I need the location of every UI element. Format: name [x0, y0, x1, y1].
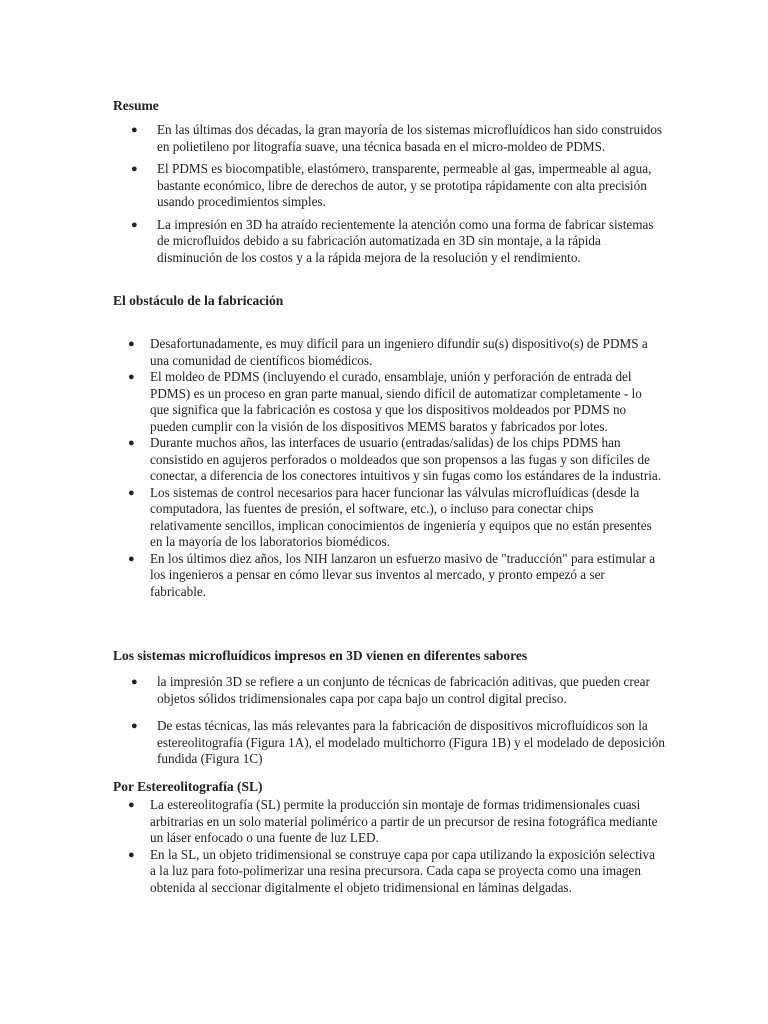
list-item: ● Desafortunadamente, es muy difícil para un ingeniero difundir su(s) dispositivo(s) de PDMS a una comunidad de científicos biomédicos. [128, 336, 648, 368]
list-item: ● En las últimas dos décadas, la gran mayoría de los sistemas microfluídicos han sido construidos en polietileno por litografía suave, una técnica basada en el micro-moldeo de PDMS. [131, 122, 663, 154]
section-heading-stereolithography: Por Estereolitografía (SL) [113, 779, 263, 794]
list-item: ● El PDMS es biocompatible, elastómero, transparente, permeable al gas, impermeable al agua, bastante económico, libre de derechos de autor, y se prototipa rápidamente con alta precisión usando procedimientos simples. [131, 161, 652, 209]
bullet-icon: ● [128, 338, 135, 350]
section-heading-fabrication-obstacle: El obstáculo de la fabricación [113, 293, 284, 308]
section-heading-3d-printed-flavors: Los sistemas microfluídicos impresos en 3D vienen en diferentes sabores [113, 648, 528, 663]
bullet-list-resume [131, 122, 667, 266]
list-item: ● En los últimos diez años, los NIH lanzaron un esfuerzo masivo de "traducción" para estimular a los ingenieros a pensar en cómo llevar sus inventos al mercado, y pronto empezó a ser fabricable. [128, 550, 656, 599]
bullet-icon: ● [131, 163, 138, 175]
bullet-list-stereolithography [128, 797, 662, 896]
list-item: ● De estas técnicas, las más relevantes para la fabricación de dispositivos microfluídicos son la estereolitografía (Figura 1A), el modelado multichorro (Figura 1B) y el modelado de deposición fundida (Figura 1C) [131, 718, 665, 766]
list-item: ● La impresión en 3D ha atraído recientemente la atención como una forma de fabricar sistemas de microfluidos debido a su fabricación automatizada en 3D sin montaje, a la rápida disminución de los costos y a la rápida mejora de la resolución y el rendimiento. [131, 216, 654, 265]
list-item: ● Durante muchos años, las interfaces de usuario (entradas/salidas) de los chips PDMS han consistido en agujeros perforados o moldeados que son propensos a las fugas y son difíciles de conectar, a diferencia de los conectores intuitivos y sin fugas como los estándares de la industria. [128, 435, 662, 483]
bullet-icon: ● [128, 437, 135, 449]
list-item: ● En la SL, un objeto tridimensional se construye capa por capa utilizando la exposición selectiva a la luz para foto-polimerizar una resina precursora. Cada capa se proyecta como una imagen obtenida al seccionar digitalmente el objeto tridimensional en láminas delgadas. [128, 846, 656, 895]
bullet-icon: ● [128, 848, 135, 861]
bullet-icon: ● [128, 799, 135, 811]
bullet-icon: ● [131, 720, 138, 732]
bullet-icon: ● [128, 371, 135, 383]
section-heading-resume: Resume [113, 98, 159, 113]
bullet-list-3d-printed-flavors [131, 674, 667, 768]
list-item: ● la impresión 3D se refiere a un conjunto de técnicas de fabricación aditivas, que pueden crear objetos sólidos tridimensionales capa por capa bajo un control digital preciso. [131, 674, 650, 706]
bullet-icon: ● [128, 486, 135, 499]
bullet-icon: ● [131, 124, 138, 136]
bullet-list-fabrication-obstacle [128, 336, 662, 600]
list-item: ● Los sistemas de control necesarios para hacer funcionar las válvulas microfluídicas (desde la computadora, las fuentes de presión, el software, etc.), o incluso para conectar chips relativamente sencillos, implican conocimientos de ingeniería y equipos que no están presentes en la mayoría de los laboratorios biomédicos. [128, 484, 652, 549]
bullet-icon: ● [128, 552, 135, 565]
bullet-icon: ● [131, 218, 138, 231]
bullet-icon: ● [131, 676, 138, 688]
list-item: ● La estereolitografía (SL) permite la producción sin montaje de formas tridimensionales cuasi arbitrarias en un solo material polimérico a partir de un precursor de resina fotográfica mediante un láser enfocado o una fuente de luz LED. [128, 797, 658, 845]
list-item: ● El moldeo de PDMS (incluyendo el curado, ensamblaje, unión y perforación de entrada del PDMS) es un proceso en gran parte manual, siendo difícil de automatizar completamente - lo que significa que la fabricación es costosa y que los dispositivos moldeados por PDMS no pueden cumplir con la visión de los dispositivos MEMS baratos y fabricados por lotes. [128, 369, 642, 434]
